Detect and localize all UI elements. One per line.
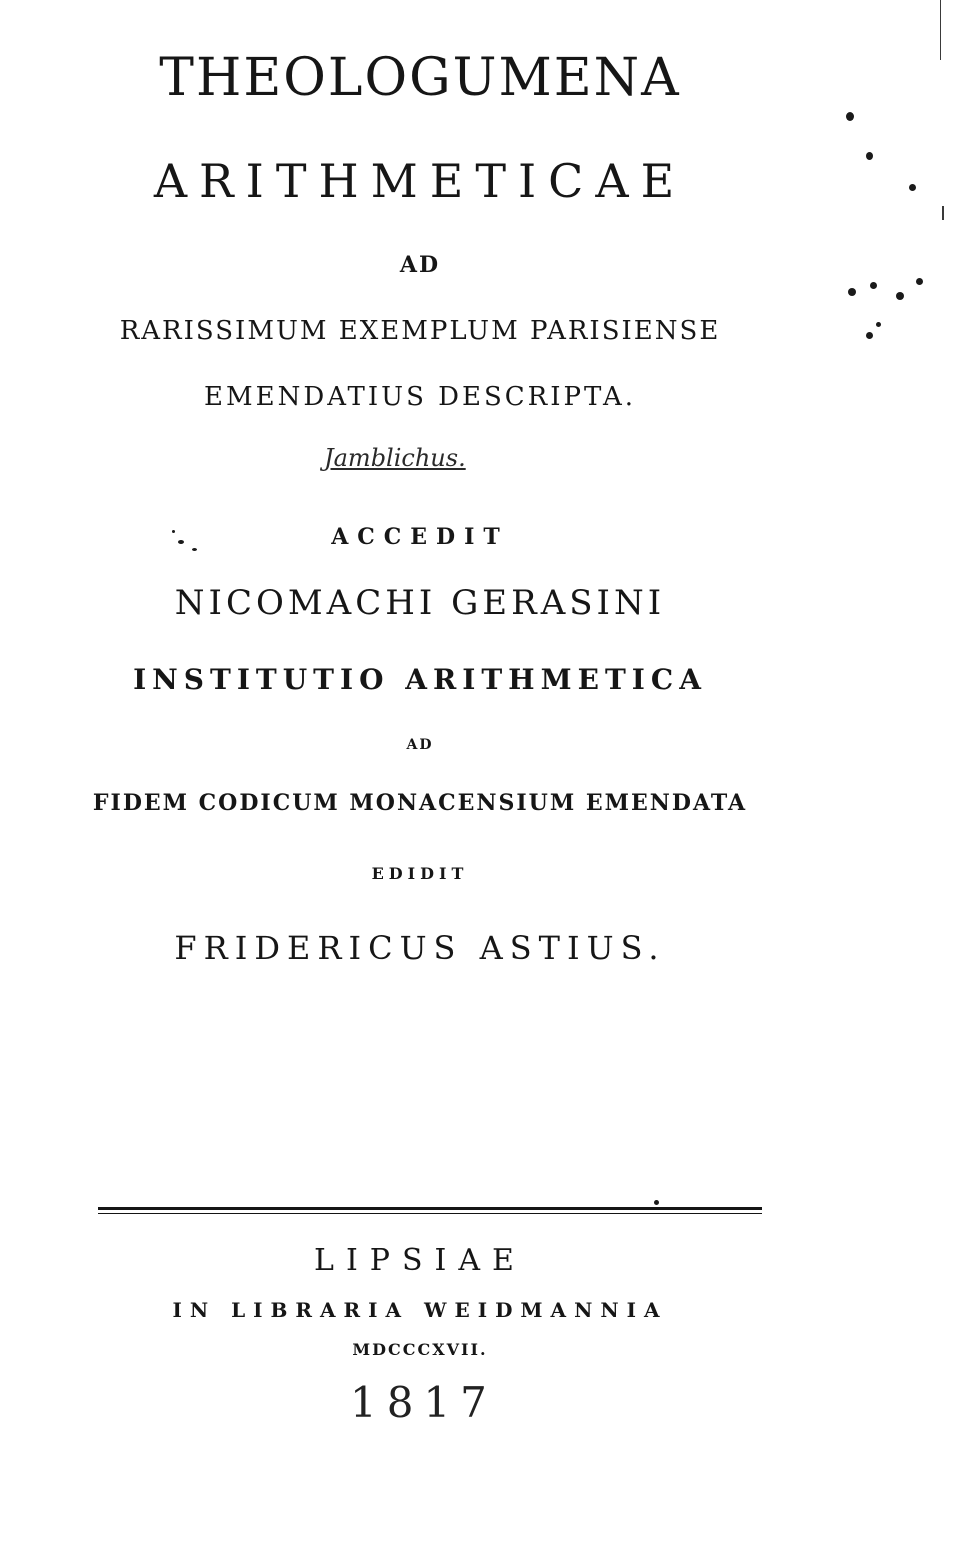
- codices-line: FIDEM CODICUM MONACENSIUM EMENDATA: [92, 790, 748, 816]
- speck: [916, 278, 923, 285]
- source-line-1: RARISSIMUM EXEMPLUM PARISIENSE: [119, 316, 721, 346]
- speck: [909, 184, 916, 191]
- imprint-city: LIPSIAE: [314, 1243, 526, 1278]
- editor-name: FRIDERICUS ASTIUS.: [174, 929, 666, 967]
- imprint-year: MDCCCXVII.: [352, 1340, 488, 1359]
- handwritten-year: 1817: [350, 1378, 497, 1427]
- speck: [866, 332, 873, 339]
- source-line-2: EMENDATIUS DESCRIPTA.: [204, 382, 636, 412]
- imprint-rule: [98, 1207, 762, 1210]
- speck: [896, 292, 904, 300]
- speck: [876, 322, 881, 327]
- imprint-rule-thin: [98, 1213, 762, 1214]
- page-edge: [940, 0, 941, 60]
- second-work: INSTITUTIO ARITHMETICA: [133, 663, 707, 696]
- speck: [870, 282, 877, 289]
- speck: [654, 1200, 659, 1205]
- book-subtitle: ARITHMETICAE: [153, 154, 687, 208]
- book-title: THEOLOGUMENA: [159, 48, 681, 108]
- speck: [866, 152, 873, 160]
- speck: [846, 112, 854, 121]
- second-author: NICOMACHI GERASINI: [174, 583, 666, 623]
- ad-line-1: AD: [399, 252, 441, 278]
- edidit-line: EDIDIT: [371, 864, 469, 883]
- imprint-publisher: IN LIBRARIA WEIDMANNIA: [172, 1298, 668, 1322]
- handwritten-author-note: Jamblichus.: [324, 444, 466, 472]
- accedit-line: ACCEDIT: [331, 524, 509, 550]
- speck: [172, 530, 175, 533]
- speck: [848, 288, 856, 296]
- speck: [192, 548, 197, 551]
- speck: [178, 540, 184, 544]
- page-edge: [942, 206, 944, 220]
- ad-line-2: AD: [406, 737, 434, 753]
